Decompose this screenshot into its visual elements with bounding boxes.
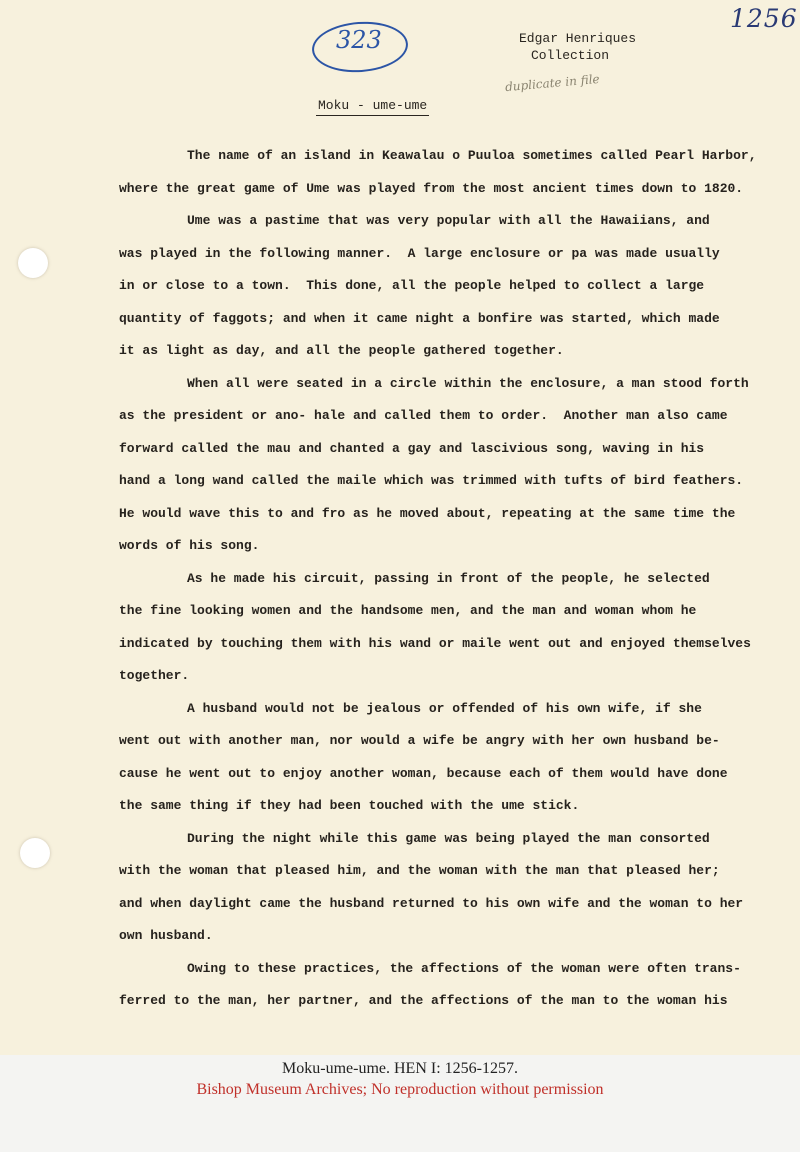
handwritten-page-number: 1256 <box>730 4 798 33</box>
collection-label <box>519 30 636 64</box>
punch-hole-top <box>18 248 48 278</box>
punch-hole-bottom <box>20 838 50 868</box>
text-line: the fine looking women and the handsome men, and the man and woman whom he <box>119 603 697 618</box>
archive-footer <box>0 1058 800 1100</box>
footer-citation: Moku-ume-ume. HEN I: 1256-1257. <box>282 1060 518 1077</box>
typed-body <box>119 140 799 1018</box>
text-line: it as light as day, and all the people gathered together. <box>119 343 564 358</box>
text-line: ferred to the man, her partner, and the affections of the man to the woman his <box>119 993 728 1008</box>
text-line: hand a long wand called the maile which was trimmed with tufts of bird feathers. <box>119 473 744 488</box>
collection-name: Edgar Henriques <box>519 31 637 46</box>
text-line: where the great game of Ume was played from the most ancient times down to 1820. <box>119 180 744 196</box>
text-line: was played in the following manner. A large enclosure or pa was made usually <box>119 245 720 261</box>
text-line: As he made his circuit, passing in front of the people, he selected <box>187 570 710 586</box>
text-line: forward called the mau and chanted a gay and lascivious song, waving in his <box>119 440 705 456</box>
text-line: together. <box>119 668 190 683</box>
text-line: quantity of faggots; and when it came night a bonfire was started, which made <box>119 310 720 326</box>
text-line: went out with another man, nor would a wife be angry with her own husband be- <box>119 733 720 748</box>
footer-rights: Bishop Museum Archives; No reproduction without permission <box>196 1081 604 1098</box>
text-line: During the night while this game was being played the man consorted <box>187 830 710 846</box>
text-line: own husband. <box>119 928 213 943</box>
stamp-number: 323 <box>336 26 382 54</box>
text-line: with the woman that pleased him, and the woman with the man that pleased her; <box>119 863 720 878</box>
text-line: in or close to a town. This done, all the people helped to collect a large <box>119 278 705 293</box>
text-line: A husband would not be jealous or offended of his own wife, if she <box>187 700 702 716</box>
text-line: as the president or ano- hale and called them to order. Another man also came <box>119 408 728 423</box>
text-line: cause he went out to enjoy another woman, because each of them would have done <box>119 765 728 781</box>
text-line: the same thing if they had been touched with the ume stick. <box>119 798 580 813</box>
text-line: When all were seated in a circle within the enclosure, a man stood forth <box>187 375 749 391</box>
text-line: He would wave this to and fro as he moved about, repeating at the same time the <box>119 505 736 521</box>
text-line: The name of an island in Keawalau o Puuloa sometimes called Pearl Harbor, <box>187 148 757 163</box>
text-line: and when daylight came the husband returned to his own wife and the woman to her <box>119 895 744 911</box>
handwritten-note: duplicate in file <box>504 71 601 95</box>
collection-word: Collection <box>531 48 610 63</box>
text-line: indicated by touching them with his wand or maile went out and enjoyed themselves <box>119 635 751 651</box>
text-line: Ume was a pastime that was very popular with all the Hawaiians, and <box>187 213 710 228</box>
text-line: Owing to these practices, the affections of the woman were often trans- <box>187 960 741 976</box>
document-heading: Moku - ume-ume <box>316 98 429 116</box>
text-line: words of his song. <box>119 538 260 553</box>
